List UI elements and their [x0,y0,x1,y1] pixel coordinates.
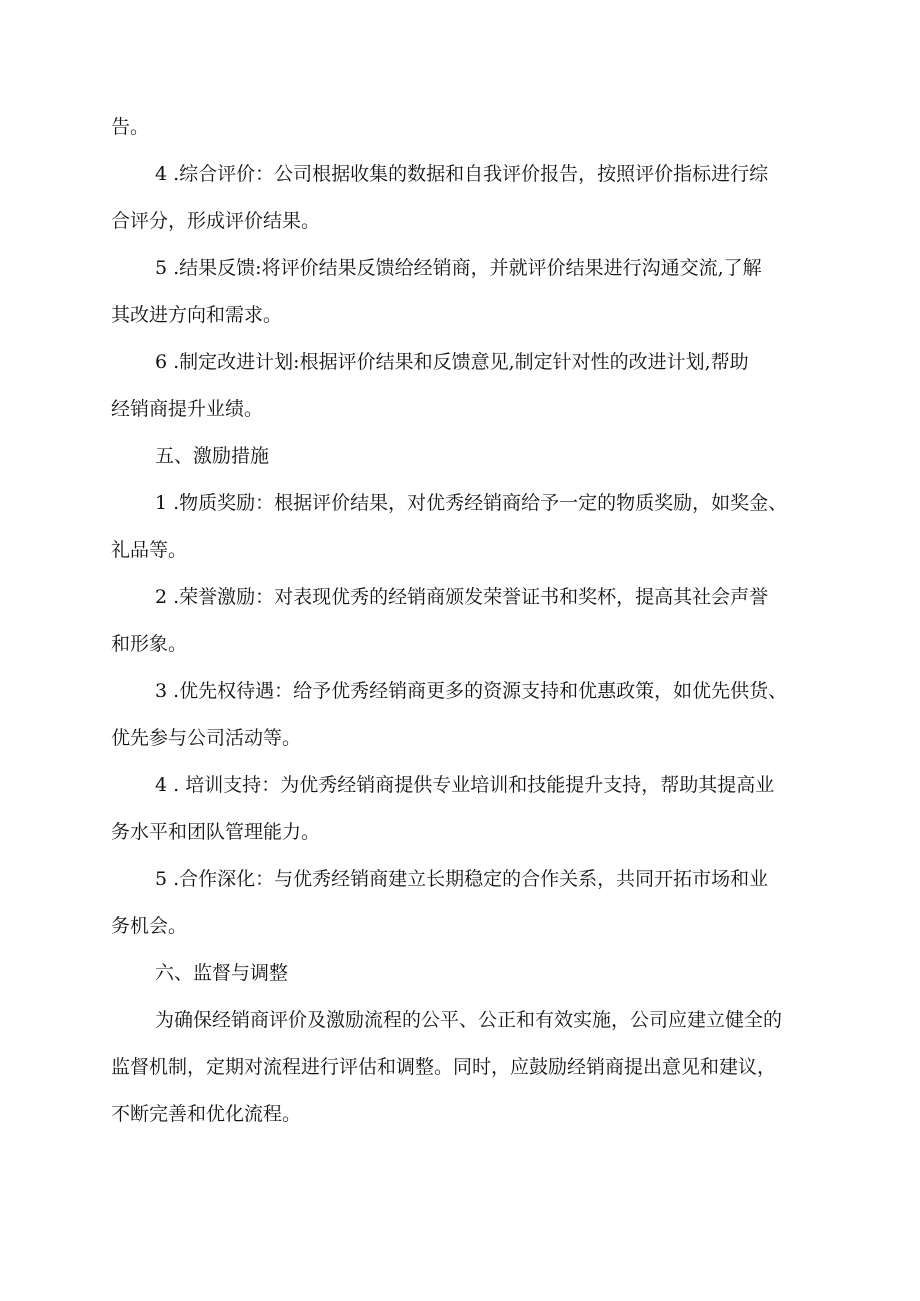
list-item-cooperation-deepening-line-1: 5 .合作深化：与优秀经销商建立长期稳定的合作关系，共同开拓市场和业 [155,868,769,890]
list-item-comprehensive-evaluation-line-2: 合评分，形成评价结果。 [111,210,321,232]
list-item-improvement-plan-line-1: 6 .制定改进计划:根据评价结果和反馈意见,制定针对性的改进计划,帮助 [155,351,749,373]
list-item-result-feedback-line-1: 5 .结果反馈:将评价结果反馈给经销商，并就评价结果进行沟通交流,了解 [155,257,762,279]
list-item-honor-incentive-line-2: 和形象。 [111,633,188,655]
paragraph-supervision-line-3: 不断完善和优化流程。 [111,1103,302,1125]
list-item-material-reward-line-2: 礼品等。 [111,539,188,561]
document-body [111,104,811,1138]
list-item-priority-treatment-line-1: 3 .优先权待遇：给予优秀经销商更多的资源支持和优惠政策，如优先供货、 [155,680,788,702]
list-item-honor-incentive-line-1: 2 .荣誉激励：对表现优秀的经销商颁发荣誉证书和奖杯，提高其社会声誉 [155,586,769,608]
paragraph-continuation-line: 告。 [111,116,150,138]
line-text: 4 .综合评价：公司根据收集的数据和自我评价报告，按照评价指标进行综 [155,163,769,185]
list-item-cooperation-deepening-line-2: 务机会。 [111,915,188,937]
paragraph-supervision-line-2: 监督机制，定期对流程进行评估和调整。同时，应鼓励经销商提出意见和建议， [111,1056,777,1078]
list-item-comprehensive-evaluation-line-1 [111,151,811,198]
section-heading-supervision-adjustment: 六、监督与调整 [155,962,289,984]
list-item-training-support-line-1: 4 . 培训支持：为优秀经销商提供专业培训和技能提升支持，帮助其提高业 [155,774,775,796]
paragraph-supervision-line-1: 为确保经销商评价及激励流程的公平、公正和有效实施，公司应建立健全的 [155,1009,783,1031]
list-item-material-reward-line-1: 1 .物质奖励：根据评价结果，对优秀经销商给予一定的物质奖励，如奖金、 [155,492,788,514]
list-item-priority-treatment-line-2: 优先参与公司活动等。 [111,727,302,749]
list-item-training-support-line-2: 务水平和团队管理能力。 [111,821,321,843]
list-item-improvement-plan-line-2: 经销商提升业绩。 [111,398,264,420]
section-heading-incentives: 五、激励措施 [155,445,270,467]
list-item-result-feedback-line-2: 其改进方向和需求。 [111,304,283,326]
